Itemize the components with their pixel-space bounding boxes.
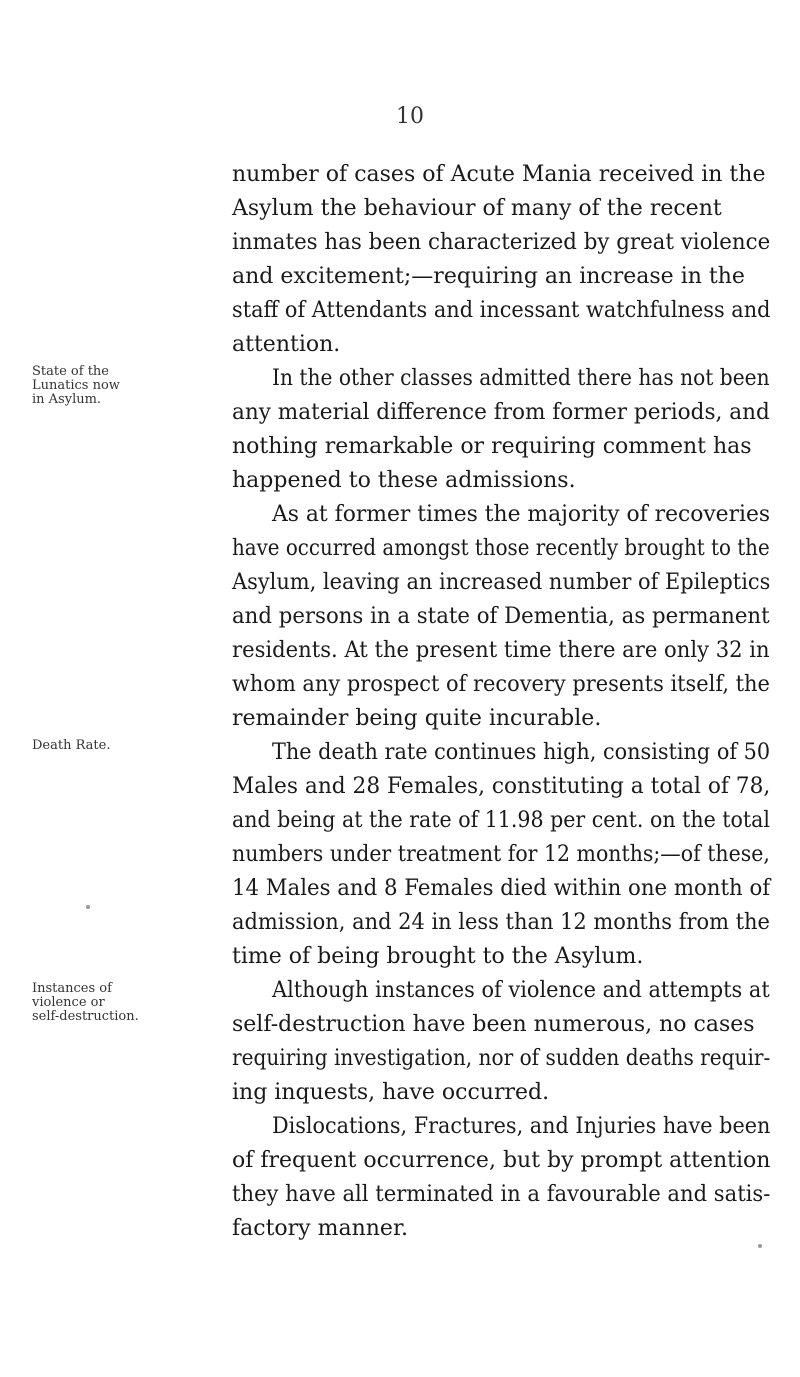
page-number: 10 <box>396 104 424 129</box>
margin-note-line: Lunatics now <box>32 378 120 393</box>
body-line: any material difference from former periods, and <box>232 400 770 425</box>
print-speck <box>758 1244 762 1248</box>
body-line: Males and 28 Females, constituting a total of 78, <box>232 774 771 799</box>
margin-note-line: State of the <box>32 364 109 379</box>
body-line: of frequent occurrence, but by prompt attention <box>232 1148 771 1173</box>
body-line: requiring investigation, nor of sudden deaths requir- <box>232 1046 771 1071</box>
body-line: they have all terminated in a favourable and satis- <box>232 1182 771 1207</box>
body-line: Asylum the behaviour of many of the recent <box>232 196 722 221</box>
margin-note-line: violence or <box>32 995 105 1010</box>
body-line: happened to these admissions. <box>232 468 576 493</box>
print-speck <box>86 905 90 909</box>
body-line: staff of Attendants and incessant watchfulness and <box>232 298 771 323</box>
body-line: ing inquests, have occurred. <box>232 1080 550 1105</box>
margin-note-line: Instances of <box>32 981 112 996</box>
body-line: whom any prospect of recovery presents itself, the <box>232 672 770 697</box>
body-line: have occurred amongst those recently brought to the <box>232 536 770 561</box>
body-line: inmates has been characterized by great violence <box>232 230 771 255</box>
body-line: attention. <box>232 332 341 357</box>
body-line: Although instances of violence and attempts at <box>272 978 770 1003</box>
margin-note-line: self-destruction. <box>32 1009 139 1024</box>
body-line: As at former times the majority of recoveries <box>272 502 771 527</box>
body-line: self-destruction have been numerous, no cases <box>232 1012 755 1037</box>
body-line: Dislocations, Fractures, and Injuries have been <box>272 1114 771 1139</box>
body-line: and being at the rate of 11.98 per cent. on the total <box>232 808 771 833</box>
body-line: Asylum, leaving an increased number of Epileptics <box>232 570 771 595</box>
body-line: The death rate continues high, consisting of 50 <box>272 740 771 765</box>
body-line: remainder being quite incurable. <box>232 706 602 731</box>
body-line: 14 Males and 8 Females died within one month of <box>232 876 771 901</box>
body-line: and persons in a state of Dementia, as permanent <box>232 604 770 629</box>
body-line: admission, and 24 in less than 12 months from the <box>232 910 770 935</box>
body-line: nothing remarkable or requiring comment has <box>232 434 752 459</box>
body-line: numbers under treatment for 12 months;—of these, <box>232 842 770 867</box>
body-line: time of being brought to the Asylum. <box>232 944 644 969</box>
margin-note-line: in Asylum. <box>32 392 102 407</box>
body-line: In the other classes admitted there has not been <box>272 366 770 391</box>
body-line: and excitement;—requiring an increase in the <box>232 264 745 289</box>
margin-note-line: Death Rate. <box>32 738 111 753</box>
body-line: factory manner. <box>232 1216 409 1241</box>
body-line: residents. At the present time there are only 32 in <box>232 638 770 663</box>
body-line: number of cases of Acute Mania received in the <box>232 162 766 187</box>
